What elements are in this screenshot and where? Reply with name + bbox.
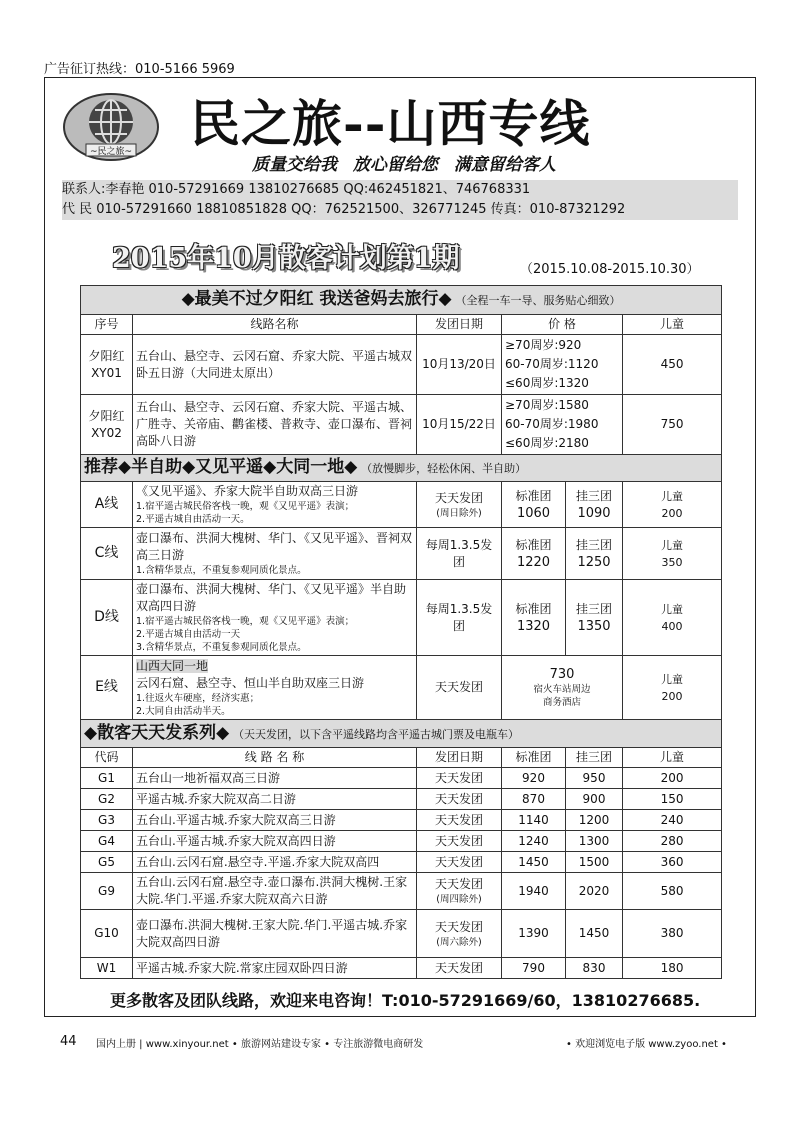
row-code: E线 (81, 656, 133, 720)
row-route (133, 656, 417, 720)
row-std: 1390 (502, 910, 566, 958)
row-plus: 2020 (566, 873, 623, 910)
row-code: G3 (81, 810, 133, 831)
section-subtitle: （全程一车一导、服务贴心细致） (455, 294, 621, 307)
price-60-70: 60-70周岁:1120 (505, 357, 599, 371)
price-value: 730 (549, 667, 575, 682)
route-note: 1.宿平遥古城民俗客栈一晚，观《又见平遥》表演； (136, 616, 355, 627)
footer-left-text: 国内上册 | www.xinyour.net • 旅游网站建设专家 • 专注旅游微电商研发 (96, 1039, 424, 1050)
row-plus (566, 580, 623, 656)
section-semi-guided-header (81, 455, 722, 482)
row-date: 10月13/20日 (417, 335, 502, 395)
row-route: 五台山、悬空寺、云冈石窟、乔家大院、平遥古城双卧五日游（大同进太原出） (133, 335, 417, 395)
row-plus: 900 (566, 789, 623, 810)
date-note: (周四除外) (436, 894, 482, 905)
row-child: 750 (623, 395, 722, 455)
row-plus: 1200 (566, 810, 623, 831)
price-note: 商务酒店 (542, 697, 581, 708)
row-code: G10 (81, 910, 133, 958)
row-code: G1 (81, 768, 133, 789)
row-plus: 1500 (566, 852, 623, 873)
route-note: 2.平遥古城自由活动一天。 (136, 514, 250, 525)
row-code: A线 (81, 482, 133, 528)
table-row (81, 528, 722, 580)
row-route: 平遥古城.乔家大院双高二日游 (133, 789, 417, 810)
row-route: 五台山.云冈石窟.悬空寺.壶口瀑布.洪洞大槐树.王家大院.华门.平遥.乔家大院双高六日游 (133, 873, 417, 910)
contact-line-2: 代 民 010-57291660 18810851828 QQ：762521500、326771245 传真：010-87321292 (62, 202, 626, 217)
child-label: 儿童 (661, 489, 684, 503)
row-std (502, 580, 566, 656)
section-sunset-header (81, 286, 722, 315)
child-label: 儿童 (661, 538, 684, 552)
th-code: 序号 (81, 315, 133, 335)
row-code: W1 (81, 958, 133, 979)
std-price: 1060 (516, 505, 551, 521)
plus-label: 挂三团 (575, 488, 612, 503)
section-subtitle: （天天发团，以下含平遥线路均含平遥古城门票及电瓶车） (232, 727, 519, 741)
row-route: 五台山一地祈福双高三日游 (133, 768, 417, 789)
row-child (623, 656, 722, 720)
globe-logo-icon (62, 92, 160, 162)
row-route (133, 482, 417, 528)
plus-price: 1250 (577, 554, 611, 570)
route-tag: 山西大同一地 (136, 658, 209, 673)
section-title: ◆散客天天发系列◆ (84, 722, 230, 743)
route-title: 壶口瀑布、洪洞大槐树、华门、《又见平遥》半自助双高四日游 (136, 582, 407, 613)
row-plus: 950 (566, 768, 623, 789)
std-label: 标准团 (515, 488, 552, 503)
table-row (81, 768, 722, 789)
row-std: 1450 (502, 852, 566, 873)
row-date (417, 482, 502, 528)
th-price: 价 格 (502, 315, 623, 335)
row-std: 790 (502, 958, 566, 979)
th-date: 发团日期 (417, 748, 502, 768)
row-code: G9 (81, 873, 133, 910)
route-note: 1.往返火车硬座，经济实惠； (136, 692, 260, 704)
row-date: 天天发团 (417, 852, 502, 873)
table-row (81, 831, 722, 852)
table-row (81, 810, 722, 831)
child-label: 儿童 (661, 602, 684, 616)
row-child: 360 (623, 852, 722, 873)
date-text: 天天发团 (434, 877, 483, 891)
child-price: 400 (661, 619, 683, 633)
row-date: 每周1.3.5发团 (417, 528, 502, 580)
plus-price: 1350 (577, 618, 611, 634)
table-row (81, 482, 722, 528)
row-child: 280 (623, 831, 722, 852)
row-prices (502, 395, 623, 455)
route-title: 《又见平遥》、乔家大院半自助双高三日游 (136, 484, 359, 498)
route-note: 1.含精华景点，不重复参观同质化景点。 (136, 565, 307, 576)
row-code: D线 (81, 580, 133, 656)
th-route: 线路名称 (133, 315, 417, 335)
page-number: 44 (60, 1034, 77, 1049)
footer-call-to-action: 更多散客及团队线路，欢迎来电咨询！T:010-57291669/60，13810276685. (110, 991, 701, 1010)
row-child: 240 (623, 810, 722, 831)
section-title: 推荐◆半自助◆又见平遥◆大同一地◆ (84, 457, 358, 477)
th-child: 儿童 (623, 315, 722, 335)
child-label: 儿童 (661, 672, 684, 686)
row-route: 五台山、悬空寺、云冈石窟、乔家大院、平遥古城、广胜寺、关帝庙、鹳雀楼、普救寺、壶口瀑布、晋祠高卧八日游 (133, 395, 417, 455)
row-route: 壶口瀑布.洪洞大槐树.王家大院.华门.平遥古城.乔家大院双高四日游 (133, 910, 417, 958)
row-route: 平遥古城.乔家大院.常家庄园双卧四日游 (133, 958, 417, 979)
slogan: 质量交给我 放心留给您 满意留给客人 (252, 155, 556, 175)
date-note: (周日除外) (436, 507, 482, 519)
table-row (81, 910, 722, 958)
svg-text:~民之旅~: ~民之旅~ (89, 147, 133, 157)
row-plus (566, 528, 623, 580)
row-child: 580 (623, 873, 722, 910)
row-child: 450 (623, 335, 722, 395)
price-note: 宿火车站周边 (533, 684, 591, 695)
row-date (417, 910, 502, 958)
th-std: 标准团 (502, 748, 566, 768)
std-label: 标准团 (515, 537, 552, 552)
row-std: 1140 (502, 810, 566, 831)
brand-title: 民之旅--山西专线 (190, 94, 591, 153)
row-route: 五台山.平遥古城.乔家大院双高四日游 (133, 831, 417, 852)
row-date (417, 873, 502, 910)
row-child (623, 528, 722, 580)
std-price: 1320 (516, 618, 551, 634)
row-std: 1940 (502, 873, 566, 910)
route-table (80, 285, 721, 979)
contact-bar (62, 180, 738, 220)
row-date: 天天发团 (417, 958, 502, 979)
price-70plus: ≥70周岁:1580 (505, 398, 589, 412)
row-child: 200 (623, 768, 722, 789)
table-row (81, 873, 722, 910)
row-price (502, 656, 623, 720)
route-note: 3.含精华景点，不重复参观同质化景点。 (136, 642, 307, 653)
row-std: 870 (502, 789, 566, 810)
table-row (81, 335, 722, 395)
row-date: 天天发团 (417, 789, 502, 810)
table-row (81, 852, 722, 873)
child-price: 350 (661, 555, 683, 569)
th-child: 儿童 (623, 748, 722, 768)
th-plus: 挂三团 (566, 748, 623, 768)
section-subtitle: （放慢脚步，轻松休闲、半自助） (361, 462, 527, 475)
row-std: 1240 (502, 831, 566, 852)
row-date: 天天发团 (417, 656, 502, 720)
child-price: 200 (661, 506, 683, 520)
row-route (133, 580, 417, 656)
price-under60: ≤60周岁:2180 (505, 436, 589, 450)
row-std (502, 528, 566, 580)
table-header-row (81, 315, 722, 335)
date-note: (周六除外) (436, 936, 482, 948)
row-child: 380 (623, 910, 722, 958)
plan-date-range: （2015.10.08-2015.10.30） (520, 262, 700, 277)
th-date: 发团日期 (417, 315, 502, 335)
row-date: 天天发团 (417, 768, 502, 789)
row-child: 150 (623, 789, 722, 810)
table-row (81, 789, 722, 810)
row-code: C线 (81, 528, 133, 580)
child-price: 200 (661, 689, 683, 703)
price-under60: ≤60周岁:1320 (505, 376, 589, 390)
th-route: 线 路 名 称 (133, 748, 417, 768)
ad-hotline: 广告征订热线：010-5166 5969 (44, 62, 235, 77)
table-row (81, 958, 722, 979)
std-label: 标准团 (515, 601, 552, 616)
footer-right-text: • 欢迎浏览电子版 www.zyoo.net • (566, 1039, 727, 1050)
row-route (133, 528, 417, 580)
section-daily-header (81, 720, 722, 748)
contact-line-1: 联系人:李春艳 010-57291669 13810276685 QQ:462451821、746768331 (62, 182, 531, 197)
plus-price: 1090 (577, 505, 611, 521)
date-text: 天天发团 (434, 919, 483, 934)
route-note: 2.平遥古城自由活动一天 (136, 629, 241, 640)
row-plus: 830 (566, 958, 623, 979)
table-header-row (81, 748, 722, 768)
row-child (623, 580, 722, 656)
price-70plus: ≥70周岁:920 (505, 338, 582, 352)
route-note: 1.宿平遥古城民俗客栈一晚，观《又见平遥》表演； (136, 501, 355, 512)
section-title: ◆最美不过夕阳红 我送爸妈去旅行◆ (181, 289, 452, 309)
table-row (81, 395, 722, 455)
row-plus: 1450 (566, 910, 623, 958)
row-date: 10月15/22日 (417, 395, 502, 455)
plus-label: 挂三团 (575, 601, 612, 616)
row-date: 天天发团 (417, 810, 502, 831)
route-title: 壶口瀑布、洪洞大槐树、华门、《又见平遥》、晋祠双高三日游 (136, 531, 413, 562)
row-date: 天天发团 (417, 831, 502, 852)
row-plus: 1300 (566, 831, 623, 852)
row-date: 每周1.3.5发团 (417, 580, 502, 656)
date-text: 天天发团 (434, 490, 483, 505)
th-code: 代码 (81, 748, 133, 768)
row-std (502, 482, 566, 528)
row-code: G2 (81, 789, 133, 810)
row-prices (502, 335, 623, 395)
row-std: 920 (502, 768, 566, 789)
route-note: 2.大同自由活动半天。 (136, 705, 231, 717)
table-row (81, 580, 722, 656)
route-title: 云冈石窟、悬空寺、恒山半自助双座三日游 (136, 675, 365, 690)
row-plus (566, 482, 623, 528)
row-code: G4 (81, 831, 133, 852)
row-route: 五台山.平遥古城.乔家大院双高三日游 (133, 810, 417, 831)
row-code: 夕阳红 XY02 (81, 395, 133, 455)
price-60-70: 60-70周岁:1980 (505, 417, 599, 431)
table-row (81, 656, 722, 720)
row-child: 180 (623, 958, 722, 979)
row-route: 五台山.云冈石窟.悬空寺.平遥.乔家大院双高四 (133, 852, 417, 873)
row-child (623, 482, 722, 528)
row-code: G5 (81, 852, 133, 873)
plan-title: 2015年10月散客计划第1期 (112, 243, 460, 274)
row-code: 夕阳红 XY01 (81, 335, 133, 395)
std-price: 1220 (516, 554, 551, 570)
plus-label: 挂三团 (575, 537, 612, 552)
